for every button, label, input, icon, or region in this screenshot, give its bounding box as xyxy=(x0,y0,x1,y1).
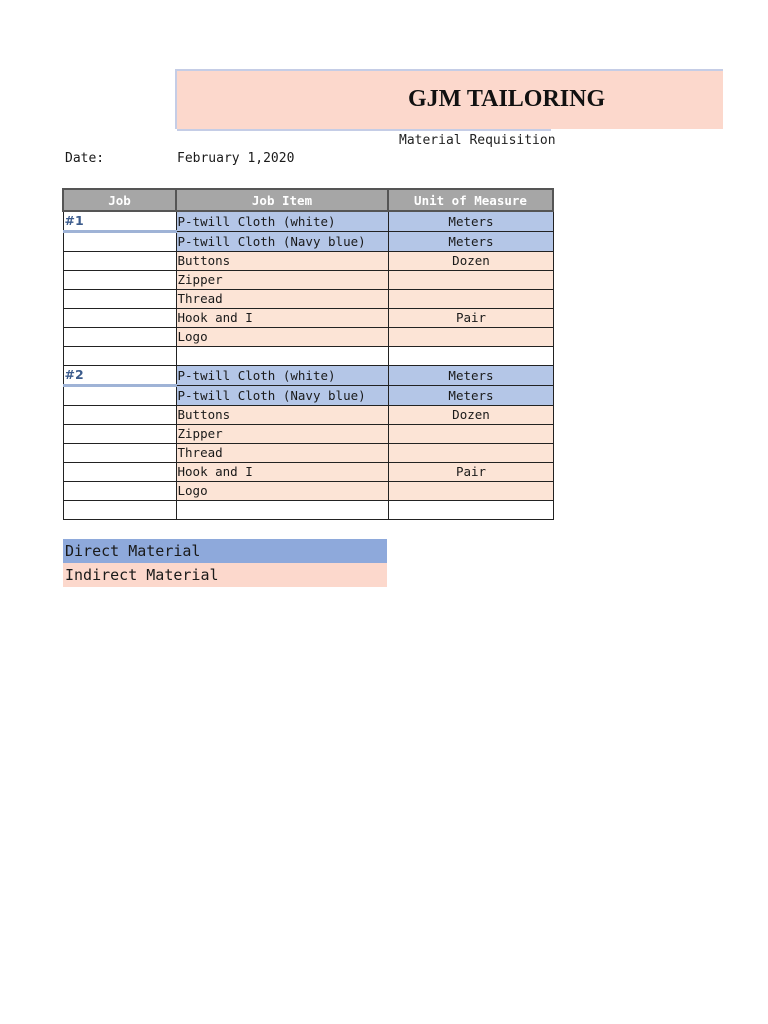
table-row xyxy=(63,347,553,366)
job-cell xyxy=(63,482,176,501)
job-item-cell: P-twill Cloth (white) xyxy=(176,366,388,386)
job-cell xyxy=(63,232,176,252)
job-item-cell: Zipper xyxy=(176,425,388,444)
unit-cell xyxy=(388,444,553,463)
table-row xyxy=(63,463,553,482)
job-cell: #2 xyxy=(63,366,176,386)
unit-cell xyxy=(388,501,553,520)
job-cell xyxy=(63,347,176,366)
job-cell xyxy=(63,463,176,482)
unit-cell: Meters xyxy=(388,232,553,252)
date-value: February 1,2020 xyxy=(177,151,295,166)
title-clip xyxy=(175,69,606,129)
page-subtitle: Material Requisition xyxy=(399,133,556,148)
table-body xyxy=(63,211,553,520)
job-item-cell: Zipper xyxy=(176,271,388,290)
table-row xyxy=(63,309,553,328)
job-cell xyxy=(63,309,176,328)
job-item-cell xyxy=(176,347,388,366)
table-row xyxy=(63,444,553,463)
table-row xyxy=(63,211,553,232)
header-job-item: Job Item xyxy=(176,189,388,211)
job-cell: #1 xyxy=(63,211,176,232)
job-cell xyxy=(63,444,176,463)
job-item-cell: P-twill Cloth (white) xyxy=(176,211,388,232)
header-unit-of-measure: Unit of Measure xyxy=(388,189,553,211)
unit-cell xyxy=(388,271,553,290)
job-cell xyxy=(63,271,176,290)
table-row xyxy=(63,290,553,309)
unit-cell: Meters xyxy=(388,211,553,232)
job-cell xyxy=(63,501,176,520)
job-item-cell: Hook and I xyxy=(176,463,388,482)
unit-cell xyxy=(388,482,553,501)
legend-direct-material: Direct Material xyxy=(63,539,387,563)
table-row xyxy=(63,425,553,444)
date-label: Date: xyxy=(65,151,105,166)
table-row xyxy=(63,501,553,520)
job-cell xyxy=(63,290,176,309)
job-cell xyxy=(63,252,176,271)
unit-cell: Meters xyxy=(388,366,553,386)
unit-cell xyxy=(388,425,553,444)
job-cell xyxy=(63,328,176,347)
job-item-cell: Thread xyxy=(176,444,388,463)
subtitle-clip xyxy=(390,131,556,151)
table-row xyxy=(63,271,553,290)
unit-cell: Dozen xyxy=(388,406,553,425)
unit-cell: Pair xyxy=(388,309,553,328)
job-item-cell: Hook and I xyxy=(176,309,388,328)
requisition-table xyxy=(62,188,554,520)
legend-indirect-material: Indirect Material xyxy=(63,563,387,587)
unit-cell: Dozen xyxy=(388,252,553,271)
table-row xyxy=(63,232,553,252)
job-item-cell xyxy=(176,501,388,520)
unit-cell xyxy=(388,290,553,309)
job-item-cell: P-twill Cloth (Navy blue) xyxy=(176,386,388,406)
job-cell xyxy=(63,406,176,425)
table-row xyxy=(63,328,553,347)
table-row xyxy=(63,406,553,425)
table-row xyxy=(63,482,553,501)
job-item-cell: Logo xyxy=(176,482,388,501)
header-job: Job xyxy=(63,189,176,211)
job-cell xyxy=(63,425,176,444)
job-item-cell: P-twill Cloth (Navy blue) xyxy=(176,232,388,252)
job-item-cell: Thread xyxy=(176,290,388,309)
unit-cell xyxy=(388,347,553,366)
job-item-cell: Buttons xyxy=(176,252,388,271)
table-row xyxy=(63,366,553,386)
table-row xyxy=(63,252,553,271)
page-title: GJM TAILORING xyxy=(408,86,606,112)
unit-cell: Pair xyxy=(388,463,553,482)
job-cell xyxy=(63,386,176,406)
unit-cell xyxy=(388,328,553,347)
legend xyxy=(63,539,387,587)
table-row xyxy=(63,386,553,406)
table-header-row xyxy=(63,189,553,211)
unit-cell: Meters xyxy=(388,386,553,406)
job-item-cell: Logo xyxy=(176,328,388,347)
job-item-cell: Buttons xyxy=(176,406,388,425)
